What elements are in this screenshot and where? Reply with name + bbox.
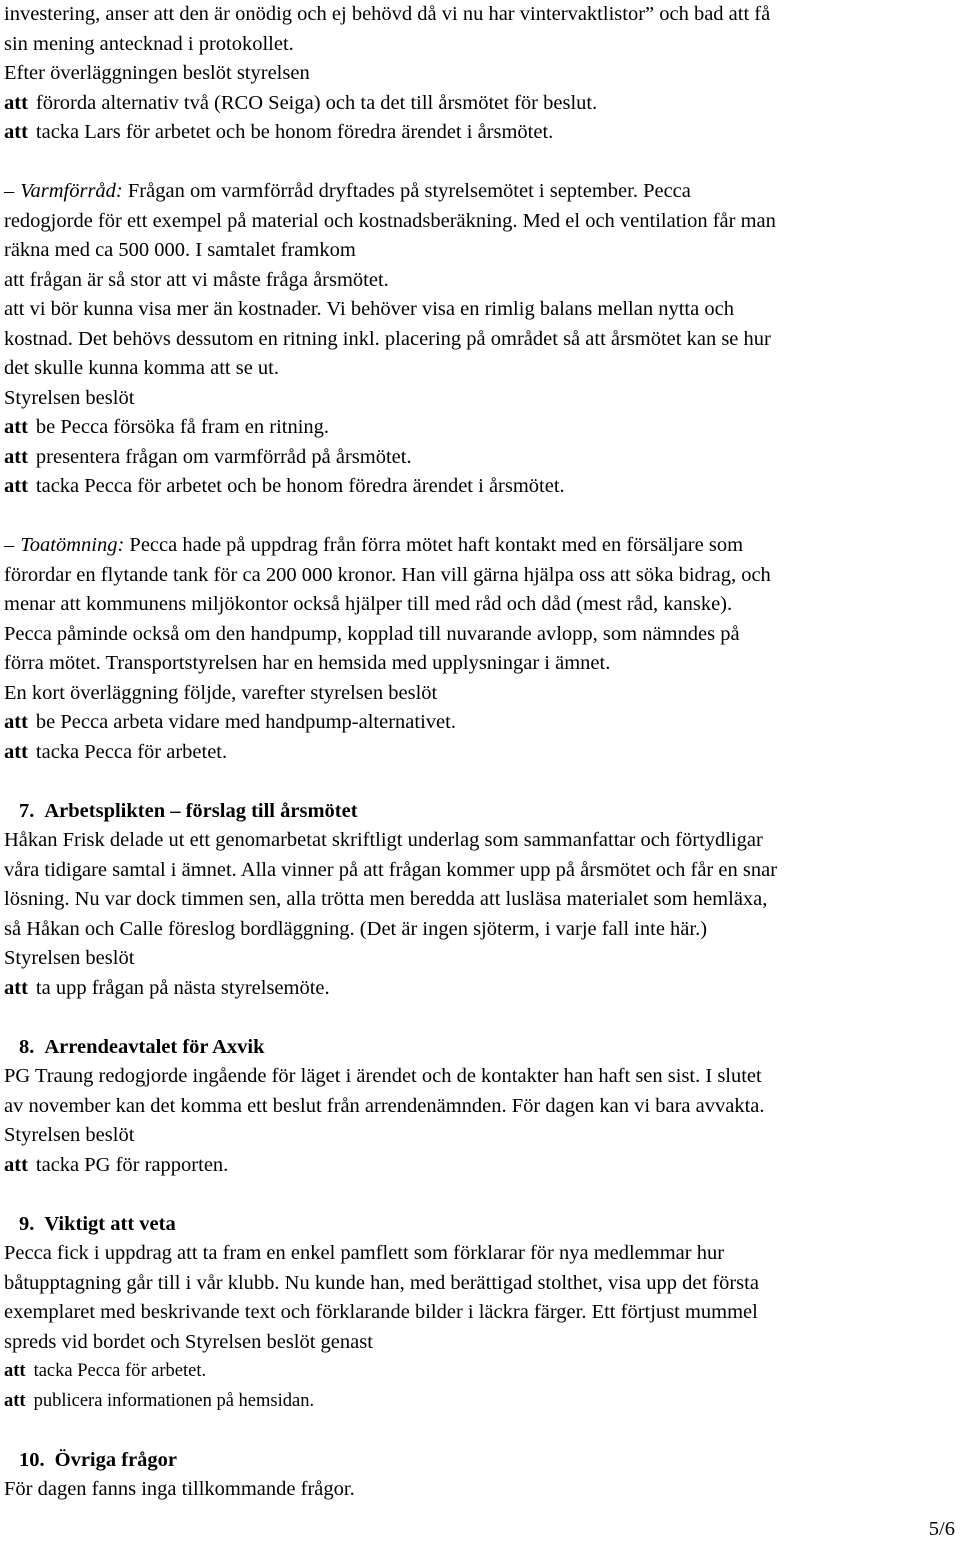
att-keyword: att <box>4 1361 26 1381</box>
att-keyword: att <box>4 445 28 468</box>
section-number: 7. <box>19 799 35 822</box>
section-heading <box>4 1210 956 1240</box>
text-line: sin mening antecknad i protokollet. <box>4 32 294 55</box>
text-line: båtupptagning går till i vår klubb. Nu kunde han, med berättigad stolthet, visa upp det första <box>4 1271 759 1294</box>
section-7 <box>4 797 956 1004</box>
text-line: Styrelsen beslöt <box>4 386 135 409</box>
text-line: En kort överläggning följde, varefter styrelsen beslöt <box>4 681 438 704</box>
text-line: För dagen fanns inga tillkommande frågor. <box>4 1478 355 1500</box>
text-line: så Håkan och Calle föreslog bordläggning. (Det är ingen sjöterm, i varje fall inte här.) <box>4 917 708 940</box>
section-number: 9. <box>19 1212 35 1235</box>
text-line: PG Traung redogjorde ingående för läget i ärendet och de kontakter han haft sen sist. I slutet <box>4 1065 762 1087</box>
text-line: det skulle kunna komma att se ut. <box>4 357 279 379</box>
decision-item: att be Pecca försöka få fram en ritning. <box>4 416 330 438</box>
text-line: av november kan det komma ett beslut från arrendenämnden. För dagen kan vi bara avvakta. <box>4 1094 765 1117</box>
decision-item: att tacka Pecca för arbetet. <box>4 740 228 763</box>
text-line: räkna med ca 500 000. I samtalet framkom <box>4 239 356 261</box>
section-heading <box>4 797 956 827</box>
att-keyword: att <box>4 1153 28 1176</box>
section-title: Arrendeavtalet för Axvik <box>44 1035 265 1058</box>
subtopic-line: – Toatömning: Pecca hade på uppdrag från förra mötet haft kontakt med en försäljare som <box>4 534 744 556</box>
text-line: Efter överläggningen beslöt styrelsen <box>4 62 310 84</box>
decision-item: att tacka Lars för arbetet och be honom föredra ärendet i årsmötet. <box>4 121 554 143</box>
intro-block <box>4 0 956 148</box>
section-10 <box>4 1446 956 1505</box>
section-8 <box>4 1033 956 1181</box>
page-number: 5/6 <box>928 1518 955 1540</box>
section-title: Övriga frågor <box>54 1448 178 1471</box>
att-keyword: att <box>4 91 28 114</box>
section-heading <box>4 1033 956 1063</box>
text-line: Pecca fick i uppdrag att ta fram en enkel pamflett som förklarar för nya medlemmar hur <box>4 1242 725 1264</box>
dash-bullet: – <box>4 534 15 556</box>
section-9 <box>4 1210 956 1417</box>
text-line: Pecca påminde också om den handpump, kopplad till nuvarande avlopp, som nämndes på <box>4 622 740 645</box>
toatomning-block <box>4 531 956 767</box>
decision-item: att be Pecca arbeta vidare med handpump-alternativet. <box>4 711 456 733</box>
text-line: Styrelsen beslöt <box>4 947 135 969</box>
text-line: menar att kommunens miljökontor också hjälper till med råd och dåd (mest råd, kanske). <box>4 593 733 615</box>
document-page <box>4 0 956 1505</box>
decision-item: att tacka Pecca för arbetet. <box>4 1361 207 1381</box>
decision-item: att tacka Pecca för arbetet och be honom föredra ärendet i årsmötet. <box>4 475 565 497</box>
subtopic-label: Toatömning: <box>20 534 125 556</box>
section-title: Arbetsplikten – förslag till årsmötet <box>44 799 358 822</box>
subtopic-line: – Varmförråd: Frågan om varmförråd dryftades på styrelsemötet i september. Pecca <box>4 180 691 202</box>
section-number: 10. <box>19 1448 45 1471</box>
text-line: Håkan Frisk delade ut ett genomarbetat skriftligt underlag som sammanfattar och förtydligar <box>4 829 763 851</box>
text-line: Styrelsen beslöt <box>4 1124 135 1146</box>
dash-bullet: – <box>4 180 15 202</box>
text-line: förra mötet. Transportstyrelsen har en hemsida med upplysningar i ämnet. <box>4 652 611 674</box>
text-line: att vi bör kunna visa mer än kostnader. Vi behöver visa en rimlig balans mellan nytta och <box>4 298 734 320</box>
section-heading <box>4 1446 956 1476</box>
decision-item: att tacka PG för rapporten. <box>4 1153 229 1176</box>
text-line: investering, anser att den är onödig och ej behövd då vi nu har vintervaktlistor” och bad att få <box>4 3 771 25</box>
decision-item: att publicera informationen på hemsidan. <box>4 1390 315 1411</box>
att-keyword: att <box>4 976 28 999</box>
text-line: våra tidigare samtal i ämnet. Alla vinner på att frågan kommer upp på årsmötet och får en snar <box>4 858 778 881</box>
decision-item: att ta upp frågan på nästa styrelsemöte. <box>4 976 330 999</box>
subtopic-label: Varmförråd: <box>20 180 123 202</box>
text-line: exemplaret med beskrivande text och förklarande bilder i läckra färger. Ett förtjust mummel <box>4 1301 758 1323</box>
att-keyword: att <box>4 416 28 438</box>
text-line: spreds vid bordet och Styrelsen beslöt genast <box>4 1330 373 1353</box>
decision-item: att presentera frågan om varmförråd på årsmötet. <box>4 445 412 468</box>
text-line: att frågan är så stor att vi måste fråga årsmötet. <box>4 268 389 291</box>
att-keyword: att <box>4 1390 26 1411</box>
text-line: förordar en flytande tank för ca 200 000 kronor. Han vill gärna hjälpa oss att söka bidrag, och <box>4 563 771 586</box>
att-keyword: att <box>4 740 28 763</box>
section-number: 8. <box>19 1035 35 1058</box>
varmforrad-block <box>4 177 956 502</box>
att-keyword: att <box>4 475 28 497</box>
att-keyword: att <box>4 711 28 733</box>
section-title: Viktigt att veta <box>44 1212 176 1235</box>
att-keyword: att <box>4 121 28 143</box>
text-line: redogjorde för ett exempel på material och kostnadsberäkning. Med el och ventilation får man <box>4 209 776 232</box>
text-line: kostnad. Det behövs dessutom en ritning inkl. placering på området så att årsmötet kan se hur <box>4 327 771 350</box>
decision-item: att förorda alternativ två (RCO Seiga) och ta det till årsmötet för beslut. <box>4 91 598 114</box>
text-line: lösning. Nu var dock timmen sen, alla trötta men beredda att lusläsa materialet som hemläxa, <box>4 888 768 910</box>
